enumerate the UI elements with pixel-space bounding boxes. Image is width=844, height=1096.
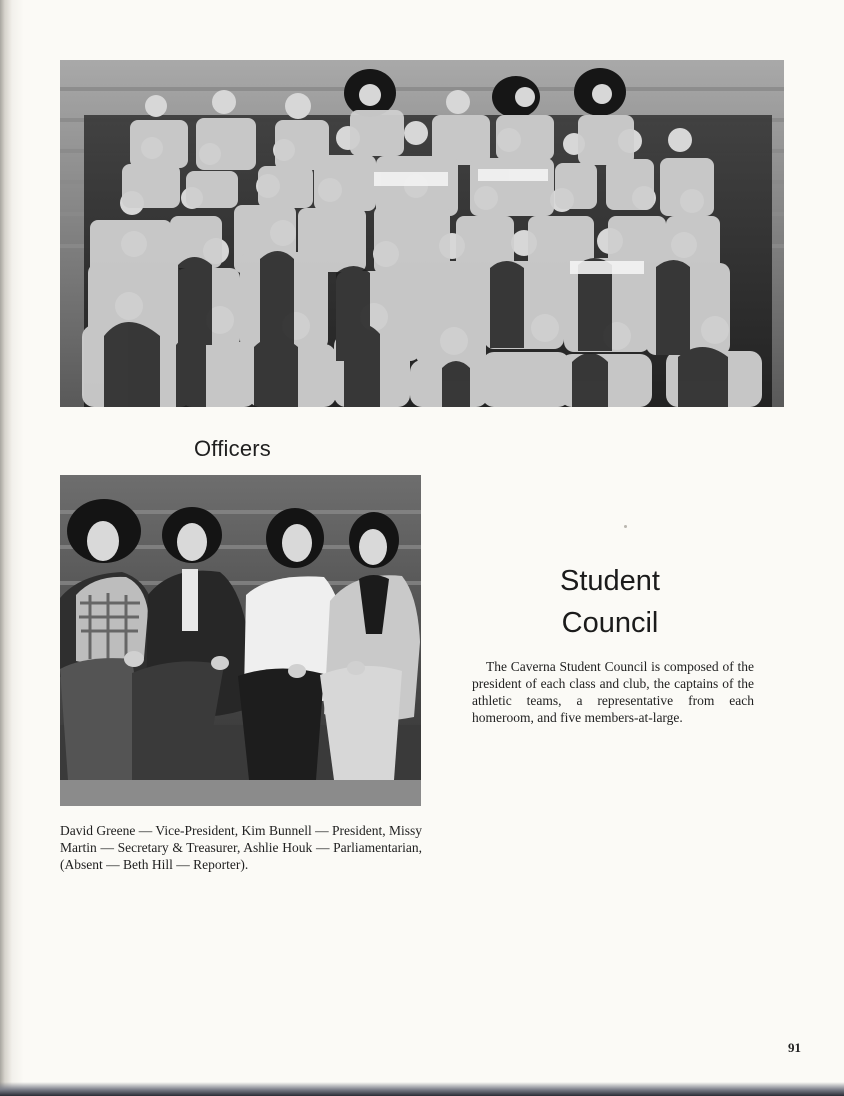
page-title-line-2: Council xyxy=(561,607,659,639)
council-description: The Caverna Student Council is composed of the president of each class and club, the captains of the athletic teams, a representative from each homeroom, and five members-at-large. xyxy=(472,659,754,725)
binding-shadow xyxy=(0,0,12,1096)
page-title-line-1: Student xyxy=(560,565,660,597)
officers-heading: Officers xyxy=(194,436,271,461)
page-title xyxy=(520,560,700,644)
bottom-edge-shadow xyxy=(0,1082,844,1096)
group-photo-illustration xyxy=(60,60,784,407)
officers-photo-illustration xyxy=(60,475,421,806)
student-council-group-photo xyxy=(60,60,784,407)
paper-speck xyxy=(624,525,627,528)
officers-caption: David Greene — Vice-President, Kim Bunnell — President, Missy Martin — Secretary & Treasurer, Ashlie Houk — Parliamentarian, (Absent — Beth Hill — Reporter). xyxy=(60,823,422,872)
officers-photo xyxy=(60,475,421,806)
page-number: 91 xyxy=(788,1040,801,1055)
